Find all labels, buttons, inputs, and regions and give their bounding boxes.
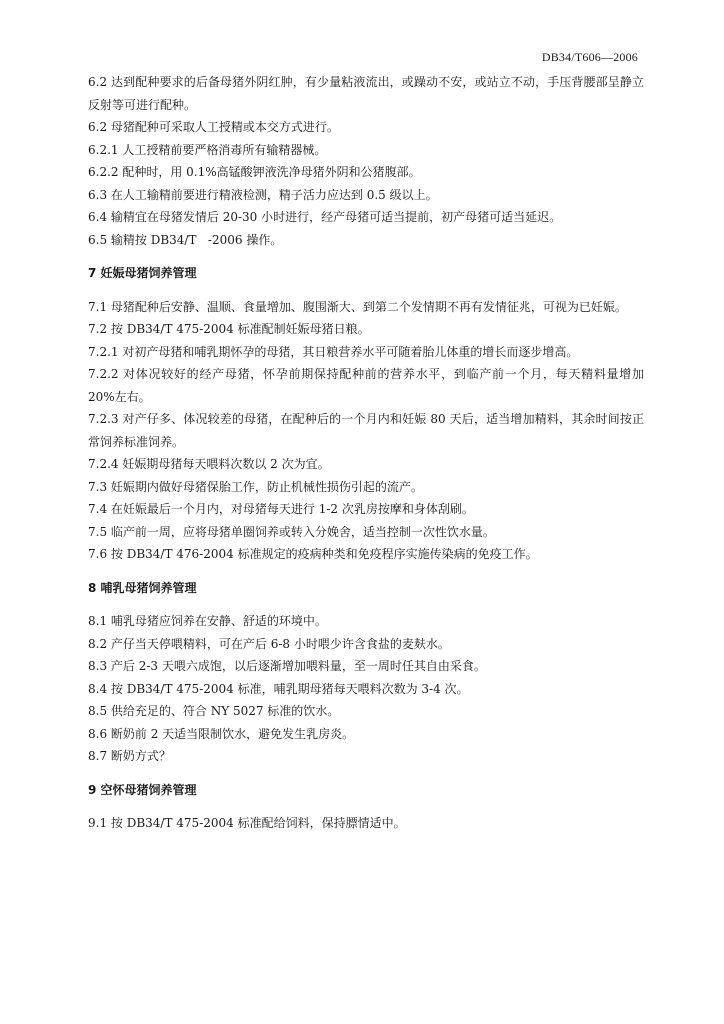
clause-6-2-estrus: 6.2 达到配种要求的后备母猪外阴红肿，有少量粘液流出，或躁动不安，或站立不动，手压背腰部呈静立反射等可进行配种。 (88, 75, 644, 112)
document-body (88, 71, 648, 835)
clause-6-2-1: 6.2.1 人工授精前要严格消毒所有输精器械。 (88, 142, 327, 157)
clause-8-5: 8.5 供给充足的、符合 NY 5027 标准的饮水。 (88, 704, 340, 718)
clause-7-2-1: 7.2.1 对初产母猪和哺乳期怀孕的母猪，其日粮营养水平可随着胎儿体重的增长而逐步增高。 (88, 344, 579, 359)
clause-7-2-4: 7.2.4 妊娠期母猪每天喂料次数以 2 次为宜。 (88, 457, 330, 471)
clause-6-5: 6.5 输精按 DB34/T -2006 操作。 (88, 232, 283, 247)
clause-7-1: 7.1 母猪配种后安静、温顺、食量增加、腹围渐大、到第二个发情期不再有发情征兆，可视为已妊娠。 (88, 299, 627, 314)
section-heading-8: 8 哺乳母猪饲养管理 (88, 580, 197, 595)
clause-8-4: 8.4 按 DB34/T 475-2004 标准，哺乳期母猪每天喂料次数为 3-4 次。 (88, 681, 469, 696)
clause-8-7: 8.7 断奶方式？ (88, 749, 171, 763)
section-heading-7: 7 妊娠母猪饲养管理 (88, 266, 197, 280)
clause-9-1: 9.1 按 DB34/T 475-2004 标准配给饲料，保持膘情适中。 (88, 816, 406, 830)
clause-7-5: 7.5 临产前一周，应将母猪单圈饲养或转入分娩舍，适当控制一次性饮水量。 (88, 524, 495, 539)
clause-7-2-3: 7.2.3 对产仔多、体况较差的母猪，在配种后的一个月内和妊娠 80 天后，适当增加精料，其余时间按正常饲养标准饲养。 (88, 412, 644, 449)
section-heading-9: 9 空怀母猪饲养管理 (88, 782, 197, 797)
clause-8-6: 8.6 断奶前 2 天适当限制饮水，避免发生乳房炎。 (88, 726, 355, 741)
clause-7-2: 7.2 按 DB34/T 475-2004 标准配制妊娠母猪日粮。 (88, 322, 370, 336)
clause-6-2-2: 6.2.2 配种时，用 0.1%高锰酸钾液洗净母猪外阴和公猪腹部。 (88, 165, 421, 179)
clause-7-4: 7.4 在妊娠最后一个月内，对母猪每天进行 1-2 次乳房按摩和身体刮刷。 (88, 502, 474, 516)
clause-8-1: 8.1 哺乳母猪应饲养在安静、舒适的环境中。 (88, 614, 327, 628)
clause-8-3: 8.3 产后 2-3 天喂六成饱，以后逐渐增加喂料量，至一周时任其自由采食。 (88, 659, 486, 673)
clause-7-2-2: 7.2.2 对体况较好的经产母猪，怀孕前期保持配种前的营养水平，到临产前一个月，每天精料量增加 20%左右。 (88, 367, 648, 404)
clause-7-3: 7.3 妊娠期内做好母猪保胎工作，防止机械性损伤引起的流产。 (88, 479, 423, 494)
clause-6-2-method: 6.2 母猪配种可采取人工授精或本交方式进行。 (88, 120, 339, 134)
standard-code: DB34/T606—2006 (541, 50, 638, 64)
clause-8-2: 8.2 产仔当天停喂精料，可在产后 6-8 小时喂少许含食盐的麦麸水。 (88, 636, 450, 651)
clause-7-6: 7.6 按 DB34/T 476-2004 标准规定的疫病种类和免疫程序实施传染病的免疫工作。 (88, 547, 538, 561)
clause-6-3: 6.3 在人工输精前要进行精液检测，精子活力应达到 0.5 级以上。 (88, 187, 438, 202)
clause-6-4: 6.4 输精宜在母猪发情后 20-30 小时进行，经产母猪可适当提前，初产母猪可适当延迟。 (88, 210, 562, 224)
